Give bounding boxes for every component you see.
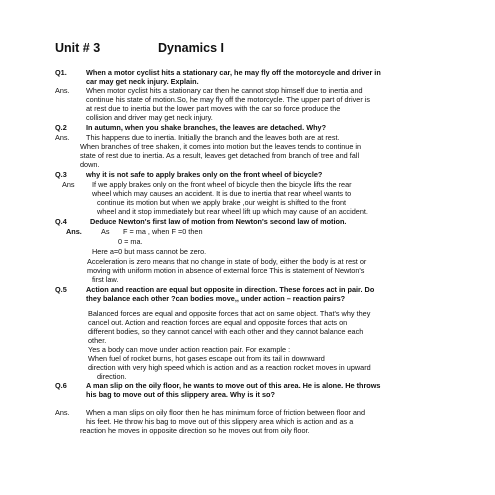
q4-equation-as: As xyxy=(101,227,110,236)
a1-text-line: When motor cyclist hits a stationary car then he cannot stop himself due to inertia and xyxy=(86,86,363,95)
a3-text-line: wheel which may causes an accident. It is due to inertia that rear wheel wants to xyxy=(92,189,352,198)
q6-question-line: his bag to move out of this slippery area. Why is it so? xyxy=(86,390,275,399)
a5-text-line: cancel out. Action and reaction forces are equal and opposite forces that acts on xyxy=(88,318,348,327)
q1-label: Q1. xyxy=(55,68,67,77)
a5-text-line: other. xyxy=(88,336,107,345)
a5-text-line: When fuel of rocket burns, hot gases escape out from its tail in downward xyxy=(88,354,325,363)
a6-label: Ans. xyxy=(55,408,70,417)
q5-question-line: Action and reaction are equal but opposite in direction. These forces act in pair. Do xyxy=(86,285,375,294)
a3-text-line: If we apply brakes only on the front wheel of bicycle then the bicycle lifts the rear xyxy=(92,180,352,189)
topic-heading: Dynamics I xyxy=(158,41,225,55)
q3-label: Q.3 xyxy=(55,170,67,179)
q2-question-line: In autumn, when you shake branches, the leaves are detached. Why? xyxy=(86,123,327,132)
a1-label: Ans. xyxy=(55,86,70,95)
q4-label: Q.4 xyxy=(55,217,67,226)
a4-text-line: moving with uniform motion in absence of external force This is statement of Newton's xyxy=(87,266,365,275)
a2-text-line: down. xyxy=(80,160,100,169)
q3-question-line: why it is not safe to apply brakes only on the front wheel of bicycle? xyxy=(86,170,323,179)
q4-equation-line: F = ma , when F =0 then xyxy=(123,227,203,236)
a1-text-line: at rest due to inertia but the lower part moves with the car so force produce the xyxy=(86,104,341,113)
a5-text-line: Balanced forces are equal and opposite forces that act on same object. That's why they xyxy=(88,309,371,318)
a2-text-line: When branches of tree shaken, it comes into motion but the leaves tends to continue in xyxy=(80,142,362,151)
a3-text-line: wheel and it stop immediately but rear wheel lift up which may cause of an accident. xyxy=(97,207,368,216)
a6-text-line: When a man slips on oily floor then he has minimum force of friction between floor and xyxy=(86,408,366,417)
a5-text-line: direction with very high speed which is action and as a reaction rocket moves in upward xyxy=(88,363,371,372)
a1-text-line: collision and driver may get neck injury. xyxy=(86,113,213,122)
a2-text-line: state of rest due to inertia. As a result, leaves get detached from branch of tree and fall xyxy=(80,151,360,160)
a5-text-line: Yes a body can move under action reaction pair. For example : xyxy=(88,345,291,354)
q6-question-line: A man slip on the oily floor, he wants to move out of this area. He is alone. He throws xyxy=(86,381,381,390)
a4-label: Ans. xyxy=(66,227,82,236)
a4-text-line: Acceleration is zero means that no change in state of body, either the body is at rest or xyxy=(87,257,367,266)
q4-equation-line: Here a=0 but mass cannot be zero. xyxy=(92,247,207,256)
a3-label: Ans xyxy=(62,180,75,189)
q1-question-line: car may get neck injury. Explain. xyxy=(86,77,199,86)
q6-label: Q.6 xyxy=(55,381,67,390)
q4-equation-line: 0 = ma. xyxy=(118,237,143,246)
a5-text-line: direction. xyxy=(97,372,127,381)
a5-text-line: different bodies, so they cannot cancel with each other and they cannot balance each xyxy=(88,327,364,336)
a6-text-line: reaction he moves in opposite direction so he moves out from oily floor. xyxy=(80,426,310,435)
q4-question-line: Deduce Newton's first law of motion from Newton's second law of motion. xyxy=(90,217,347,226)
a3-text-line: continue its motion but when we apply brake ,our weight is shifted to the front xyxy=(97,198,347,207)
q5-label: Q.5 xyxy=(55,285,67,294)
a6-text-line: his feet. He throw his bag to move out of this slippery area which is action and as a xyxy=(86,417,354,426)
q5-question-line: they balance each other ?can bodies move,, under action – reaction pairs? xyxy=(86,294,346,303)
a4-text-line: first law. xyxy=(92,275,119,284)
a1-text-line: continue his state of motion.So, he may fly off the motorcycle. The upper part of driver is xyxy=(86,95,371,104)
a2-text-line: This happens due to inertia. Initially the branch and the leaves both are at rest. xyxy=(86,133,340,142)
q1-question-line: When a motor cyclist hits a stationary car, he may fly off the motorcycle and driver in xyxy=(86,68,381,77)
q2-label: Q.2 xyxy=(55,123,67,132)
a2-label: Ans. xyxy=(55,133,70,142)
unit-heading: Unit # 3 xyxy=(55,41,101,55)
